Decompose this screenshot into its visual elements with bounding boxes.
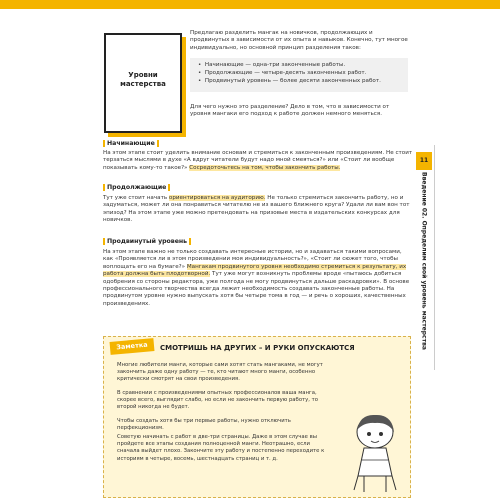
highlight: ориентироваться на аудиторию. (168, 195, 266, 201)
section-heading-intermediate: Продолжающие (103, 184, 170, 191)
note-title: СМОТРИШЬ НА ДРУГИХ – И РУКИ ОПУСКАЮТСЯ (160, 344, 355, 352)
why-paragraph: Для чего нужно это разделение? Дело в том, что в зависимости от уровня мангаки его подход к работе должен немного меняться. (190, 104, 390, 118)
levels-box (104, 33, 182, 133)
levels-box-title: Уровни мастерства (120, 71, 166, 88)
note-paragraph: Советую начинать с работ в две-три страницы. Даже в этом случае вы пройдете все этапы создания полноценной манги. Неотрашно, если сначала выйдет плохо. Закончите эту работу и постепенно переходите к историям в четыре, восемь, шестнадцать страниц и т. д. (117, 434, 325, 462)
note-paragraph: Чтобы создать хотя бы три первые работы, нужно отключить перфекционизм. (117, 418, 291, 432)
levels-list-item: • Начинающие — одна-три законченные работы. (198, 62, 346, 68)
levels-list (190, 58, 408, 92)
levels-list-item: • Продолжающие — четыре-десять законченных работ. (198, 70, 367, 76)
chibi-illustration (340, 410, 410, 495)
note-paragraph: Многие любители манги, которые сами хотят стать мангаками, не могут закончить даже одну работу — те, кто читают много манги, особенно критически смотрят на свои произведения. (117, 362, 323, 383)
running-title (418, 172, 430, 372)
section-paragraph-advanced: На этом этапе важно не только создавать интересные истории, но и задаваться такими вопросами, как «Проявляется ли в этом произведении моя индивидуальность?», «Стоит ли сюжет того, чтобы воплощать его на бумаге?» Мангакам продвинутого уровня необходимо стремиться к результату, их работа должна быть плодотворной. Тут уже могут возникнуть проблемы вроде «пытаюсь добиться одобрения со стороны редактора, уже полгода не могу продвинуться дальше раскадровки». В основе профессионального творчества всегда лежит необходимость создавать законченные работы. На продвинутом уровне нужно выпускать хотя бы четыре тома в год — и речь о хороших, качественных произведениях. (103, 249, 410, 307)
running-title-text: Введение 02. Определим свой уровень мастерства (420, 172, 428, 350)
page-number: 11 (416, 152, 432, 170)
section-heading-advanced: Продвинутый уровень (103, 238, 191, 245)
section-paragraph-beginners: На этом этапе стоит уделить внимание основам и стремиться к законченным произведениям. Не стоит терзаться мыслями в духе «А вдруг читатели будут надо мной смеяться?» или «Стоит ли вообще показывать кому-то такое?» Сосредоточьтесь на том, чтобы закончить работы. (103, 150, 413, 171)
note-badge: Заметка (110, 338, 155, 355)
top-color-bar (0, 0, 500, 9)
intro-paragraph: Предлагаю разделить мангак на новичков, продолжающих и продвинутых в зависимости от их опыта и навыков. Конечно, тут многое индивидуально, но основной принцип разделения таков: (190, 30, 408, 51)
highlight: Сосредоточьтесь на том, чтобы закончить работы. (189, 164, 341, 171)
section-paragraph-intermediate: Тут уже стоит начать ориентироваться на аудиторию. Не только стремиться закончить работу, но и задуматься, может ли она понравиться читателю не из вашего ближнего круга? Удали ли вам вон тот эпизод? На этом этапе уже можно претендовать на призовые места в издательских конкурсах для новичков. (103, 195, 410, 224)
highlight: Мангакам продвинутого уровня необходимо стремиться к результату, их работа должна быть плодотворной. (103, 263, 407, 278)
levels-list-item: • Продвинутый уровень — более десяти законченных работ. (198, 78, 381, 84)
side-divider (434, 145, 435, 370)
note-paragraph: В сравнении с произведениями опытных профессионалов ваша манга, скорее всего, выглядит слабо, но если не закончить первую работу, то второй никогда не будет. (117, 390, 318, 411)
section-heading-beginners: Начинающие (103, 140, 159, 147)
